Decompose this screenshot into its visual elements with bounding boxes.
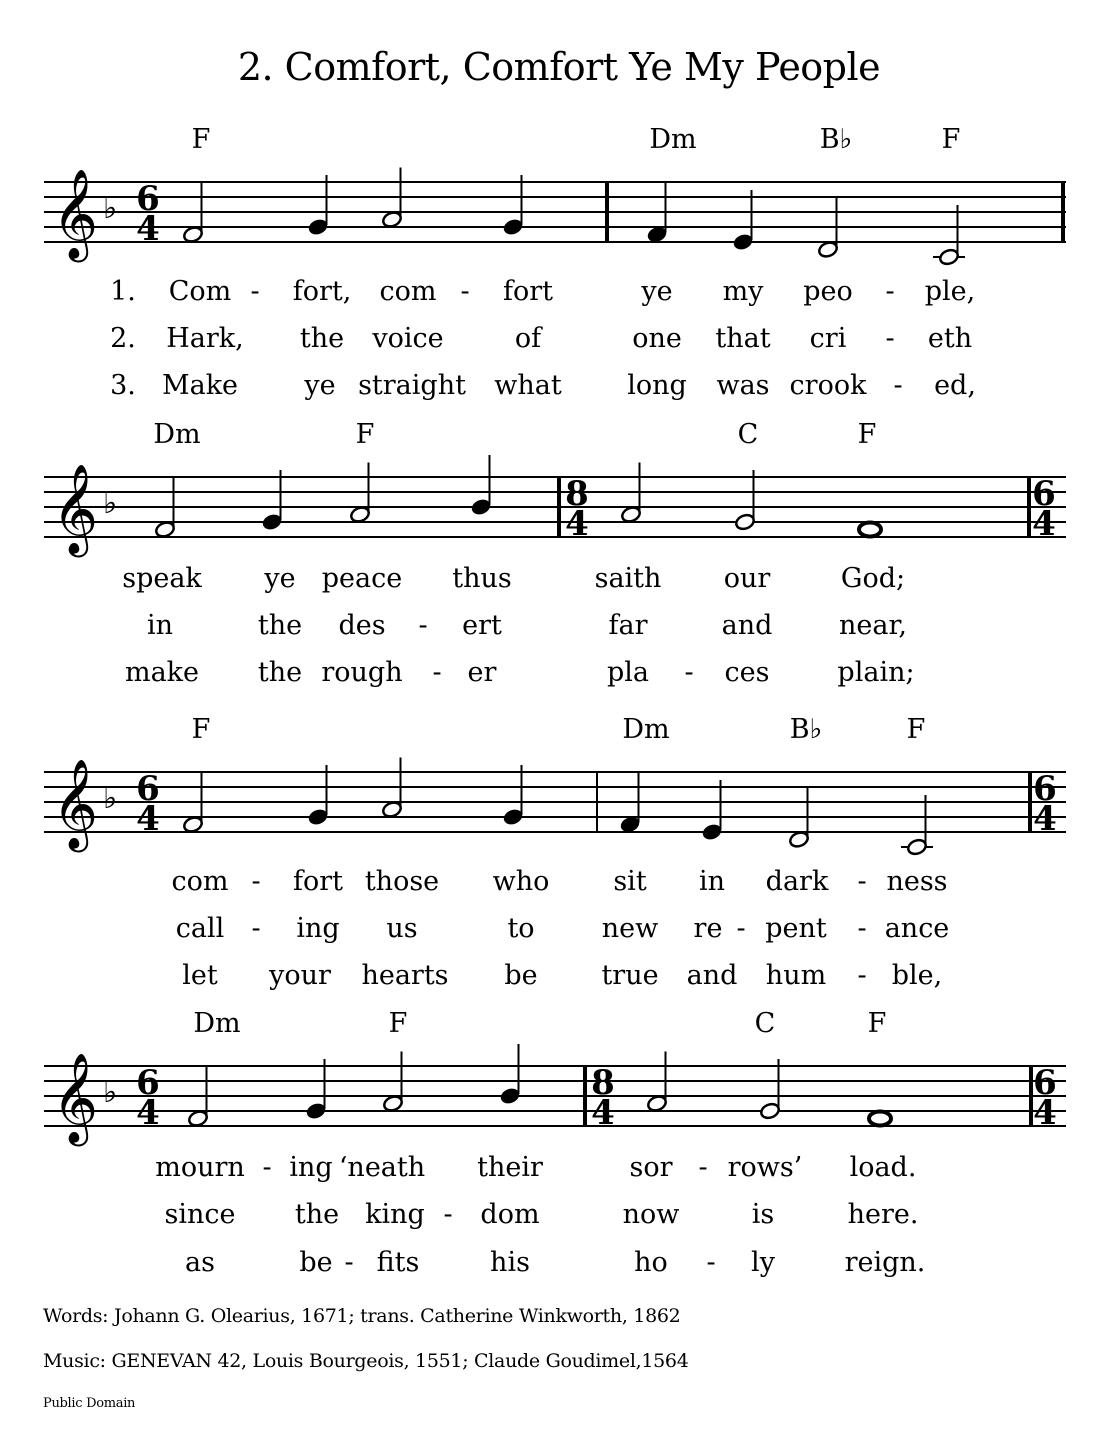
lyric-syllable: new — [601, 913, 659, 944]
music-staff — [0, 1026, 1118, 1166]
lyric-syllable: load. — [849, 1152, 917, 1183]
lyric-syllable: 2. — [110, 323, 136, 354]
lyric-syllable: near, — [839, 610, 907, 641]
half-note — [620, 463, 642, 524]
lyric-syllable: mourn — [155, 1152, 245, 1183]
chord-symbol: F — [191, 124, 211, 155]
chord-symbol: F — [857, 419, 877, 450]
half-note — [933, 205, 965, 266]
time-signature-numerator: 6 — [1033, 769, 1057, 809]
treble-clef-icon: 𝄞 — [52, 759, 99, 849]
lyric-syllable: your — [269, 960, 331, 991]
lyric-syllable: to — [507, 913, 535, 944]
quarter-note — [646, 183, 668, 244]
flat-key-signature-icon: ♭ — [103, 191, 118, 226]
lyric-hyphen: - — [250, 276, 260, 307]
lyric-hyphen: - — [893, 370, 903, 401]
time-signature-denominator: 4 — [565, 504, 589, 544]
lyric-syllable: their — [477, 1152, 543, 1183]
license-text: Public Domain — [43, 1396, 136, 1411]
flat-key-signature-icon: ♭ — [103, 486, 118, 521]
music-staff — [0, 142, 1118, 282]
lyric-syllable: ness — [886, 866, 948, 897]
lyric-hyphen: - — [684, 657, 694, 688]
lyric-syllable: fort, — [292, 276, 352, 307]
chord-symbol: B♭ — [789, 714, 823, 745]
lyric-syllable: far — [608, 610, 648, 641]
half-note — [817, 198, 839, 259]
time-signature-numerator: 6 — [136, 1063, 160, 1103]
lyric-syllable: fort — [292, 866, 344, 897]
chord-symbol: F — [906, 714, 926, 745]
lyric-syllable: now — [622, 1199, 680, 1230]
lyric-hyphen: - — [857, 913, 867, 944]
flat-key-signature-icon: ♭ — [103, 1075, 118, 1110]
chord-symbol: F — [191, 714, 211, 745]
note-head — [869, 1112, 891, 1126]
lyric-syllable: ces — [724, 657, 770, 688]
chord-symbol: C — [754, 1008, 776, 1039]
time-signature-denominator: 4 — [136, 799, 160, 839]
lyric-syllable: ple, — [924, 276, 976, 307]
lyric-syllable: sit — [613, 866, 647, 897]
lyric-syllable: hum — [765, 960, 827, 991]
lyric-syllable: 1. — [110, 276, 136, 307]
lyric-syllable: ye — [304, 370, 336, 401]
quarter-note — [305, 1059, 327, 1120]
lyric-hyphen: - — [251, 913, 261, 944]
lyric-syllable: dark — [765, 866, 829, 897]
half-note — [788, 788, 810, 849]
lyric-syllable: Hark, — [166, 323, 244, 354]
lyric-hyphen: - — [418, 610, 428, 641]
lyric-hyphen: - — [885, 323, 895, 354]
lyric-syllable: was — [716, 370, 770, 401]
lyric-syllable: us — [386, 913, 418, 944]
lyric-syllable: and — [686, 960, 738, 991]
time-signature-numerator: 6 — [1032, 474, 1056, 514]
lyric-syllable: peace — [321, 563, 403, 594]
half-note — [734, 470, 756, 531]
treble-clef-icon: 𝄞 — [52, 464, 99, 554]
lyric-hyphen: - — [857, 866, 867, 897]
half-note — [759, 1059, 781, 1120]
lyric-syllable: what — [494, 370, 562, 401]
lyric-syllable: is — [751, 1199, 775, 1230]
lyric-syllable: ye — [641, 276, 673, 307]
lyric-hyphen: - — [251, 866, 261, 897]
lyric-syllable: of — [514, 323, 542, 354]
lyric-syllable: thus — [452, 563, 512, 594]
time-signature-numerator: 8 — [565, 474, 589, 514]
flat-key-signature-icon: ♭ — [103, 781, 118, 816]
chord-symbol: Dm — [193, 1008, 241, 1039]
half-note — [381, 758, 403, 819]
lyric-syllable: Com — [168, 276, 232, 307]
lyric-syllable: his — [490, 1247, 530, 1278]
lyric-syllable: one — [632, 323, 682, 354]
time-signature-numerator: 6 — [136, 769, 160, 809]
lyric-syllable: peo — [803, 276, 853, 307]
lyric-syllable: those — [364, 866, 440, 897]
lyric-syllable: com — [171, 866, 229, 897]
lyric-hyphen: - — [460, 276, 470, 307]
lyric-syllable: and — [721, 610, 773, 641]
lyric-syllable: be — [299, 1247, 333, 1278]
quarter-note — [502, 765, 524, 826]
lyric-syllable: straight — [358, 370, 466, 401]
lyric-syllable: re — [693, 913, 723, 944]
whole-note — [869, 1112, 891, 1126]
half-note — [382, 1052, 404, 1113]
quarter-note — [470, 455, 492, 516]
lyric-syllable: voice — [372, 323, 444, 354]
lyric-syllable: our — [723, 563, 771, 594]
half-note — [381, 168, 403, 229]
lyric-syllable: as — [185, 1247, 215, 1278]
lyric-syllable: dom — [480, 1199, 540, 1230]
lyric-syllable: make — [124, 657, 200, 688]
lyric-syllable: be — [504, 960, 538, 991]
music-staff — [0, 732, 1118, 872]
lyric-syllable: er — [467, 657, 497, 688]
lyric-syllable: who — [492, 866, 550, 897]
time-signature-denominator: 4 — [136, 209, 160, 249]
lyric-syllable: ing — [289, 1152, 333, 1183]
lyric-syllable: long — [627, 370, 687, 401]
lyric-syllable: sor — [629, 1152, 673, 1183]
lyric-syllable: in — [146, 610, 174, 641]
half-note — [154, 478, 176, 539]
chord-symbol: Dm — [649, 124, 697, 155]
quarter-note — [732, 190, 754, 251]
lyric-syllable: rough — [321, 657, 403, 688]
whole-note — [859, 523, 881, 537]
chord-symbol: B♭ — [819, 124, 853, 155]
lyric-syllable: ho — [634, 1247, 668, 1278]
lyric-syllable: ing — [296, 913, 340, 944]
half-note — [182, 773, 204, 834]
lyric-syllable: let — [182, 960, 218, 991]
chord-symbol: F — [867, 1008, 887, 1039]
lyric-hyphen: - — [857, 960, 867, 991]
lyric-syllable: des — [338, 610, 386, 641]
lyric-syllable: reign. — [844, 1247, 926, 1278]
chord-symbol: F — [941, 124, 961, 155]
lyric-syllable: in — [698, 866, 726, 897]
lyric-syllable: saith — [594, 563, 662, 594]
lyric-syllable: the — [257, 657, 303, 688]
lyric-syllable: my — [722, 276, 764, 307]
chord-symbol: F — [388, 1008, 408, 1039]
lyric-syllable: the — [294, 1199, 340, 1230]
time-signature-denominator: 4 — [1033, 1093, 1057, 1133]
lyric-syllable: true — [601, 960, 659, 991]
time-signature-numerator: 6 — [1033, 1063, 1057, 1103]
time-signature-denominator: 4 — [591, 1093, 615, 1133]
lyric-syllable: that — [715, 323, 771, 354]
lyric-hyphen: - — [706, 1247, 716, 1278]
half-note — [182, 183, 204, 244]
chord-symbol: C — [737, 419, 759, 450]
treble-clef-icon: 𝄞 — [52, 169, 99, 259]
quarter-note — [619, 773, 641, 834]
hymn-title: 2. Comfort, Comfort Ye My People — [237, 45, 881, 89]
lyric-syllable: ance — [884, 913, 950, 944]
half-note — [646, 1052, 668, 1113]
lyric-hyphen: - — [262, 1152, 272, 1183]
quarter-note — [701, 780, 723, 841]
half-note — [901, 795, 933, 856]
quarter-note — [307, 765, 329, 826]
chord-symbol: Dm — [153, 419, 201, 450]
treble-clef-icon: 𝄞 — [52, 1053, 99, 1143]
lyric-syllable: ‘neath — [338, 1152, 426, 1183]
music-staff — [0, 437, 1118, 577]
lyric-syllable: here. — [847, 1199, 919, 1230]
lyric-syllable: ert — [462, 610, 502, 641]
words-credit: Words: Johann G. Olearius, 1671; trans. Catherine Winkworth, 1862 — [43, 1305, 681, 1327]
lyric-syllable: since — [164, 1199, 236, 1230]
lyric-syllable: fort — [502, 276, 554, 307]
chord-symbol: F — [355, 419, 375, 450]
lyric-syllable: ed, — [934, 370, 976, 401]
note-head — [859, 523, 881, 537]
time-signature-numerator: 8 — [591, 1063, 615, 1103]
lyric-syllable: speak — [122, 563, 202, 594]
lyric-hyphen: - — [736, 913, 746, 944]
time-signature-denominator: 4 — [1033, 799, 1057, 839]
lyric-syllable: ye — [264, 563, 296, 594]
quarter-note — [261, 470, 283, 531]
lyric-syllable: the — [257, 610, 303, 641]
lyric-syllable: plain; — [837, 657, 915, 688]
chord-symbol: Dm — [622, 714, 670, 745]
lyric-syllable: 3. — [110, 370, 136, 401]
lyric-syllable: pent — [765, 913, 827, 944]
lyric-syllable: Make — [161, 370, 239, 401]
quarter-note — [499, 1044, 521, 1105]
lyric-hyphen: - — [885, 276, 895, 307]
lyric-syllable: call — [175, 913, 225, 944]
lyric-syllable: fits — [376, 1247, 420, 1278]
lyric-syllable: the — [299, 323, 345, 354]
quarter-note — [307, 175, 329, 236]
lyric-hyphen: - — [344, 1247, 354, 1278]
lyric-syllable: ble, — [891, 960, 943, 991]
lyric-syllable: God; — [840, 563, 906, 594]
lyric-hyphen: - — [432, 657, 442, 688]
lyric-hyphen: - — [698, 1152, 708, 1183]
time-signature-denominator: 4 — [1032, 504, 1056, 544]
lyric-syllable: king — [365, 1199, 425, 1230]
lyric-syllable: rows’ — [727, 1152, 803, 1183]
lyric-syllable: pla — [606, 657, 650, 688]
quarter-note — [502, 175, 524, 236]
time-signature-numerator: 6 — [136, 179, 160, 219]
half-note — [349, 463, 371, 524]
time-signature-denominator: 4 — [136, 1093, 160, 1133]
lyric-hyphen: - — [443, 1199, 453, 1230]
lyric-syllable: eth — [927, 323, 973, 354]
lyric-syllable: cri — [809, 323, 847, 354]
lyric-syllable: com — [379, 276, 437, 307]
music-credit: Music: GENEVAN 42, Louis Bourgeois, 1551; Claude Goudimel,1564 — [43, 1350, 689, 1372]
lyric-syllable: ly — [751, 1247, 775, 1278]
lyric-syllable: hearts — [361, 960, 449, 991]
lyric-syllable: crook — [789, 370, 867, 401]
half-note — [187, 1067, 209, 1128]
